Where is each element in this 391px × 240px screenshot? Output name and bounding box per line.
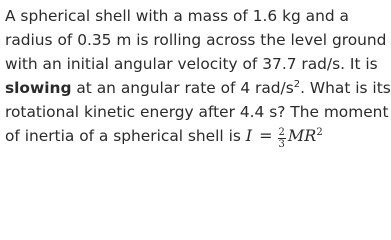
problem-line-1: A spherical shell with a mass of 1.6 kg and a: [5, 7, 349, 25]
problem-line-3: with an initial angular velocity of 37.7 rad/s. It is: [5, 55, 378, 73]
question-start-text: . What is its: [300, 79, 391, 97]
formula-equals: =: [259, 126, 273, 145]
angular-rate-exponent: 2: [293, 79, 301, 90]
formula-lhs: I: [245, 126, 253, 145]
emphasis-slowing: slowing: [5, 79, 72, 97]
fraction-denominator: 3: [278, 139, 285, 150]
problem-line-5: rotational kinetic energy after 4.4 s? The moment: [5, 103, 389, 121]
fraction-numerator: 2: [278, 127, 285, 138]
angular-rate-text: at an angular rate of 4 rad/s: [71, 79, 294, 97]
problem-text: [5, 4, 391, 150]
formula-exponent: 2: [316, 127, 323, 138]
formula-rhs: MR: [287, 126, 317, 145]
inertia-formula: [245, 126, 323, 150]
problem-line-4: [5, 76, 391, 100]
problem-line-6: [5, 124, 347, 148]
problem-line-2: radius of 0.35 m is rolling across the level ground: [5, 31, 387, 49]
inertia-intro-text: of inertia of a spherical shell is: [5, 127, 246, 145]
formula-fraction: [278, 127, 286, 150]
